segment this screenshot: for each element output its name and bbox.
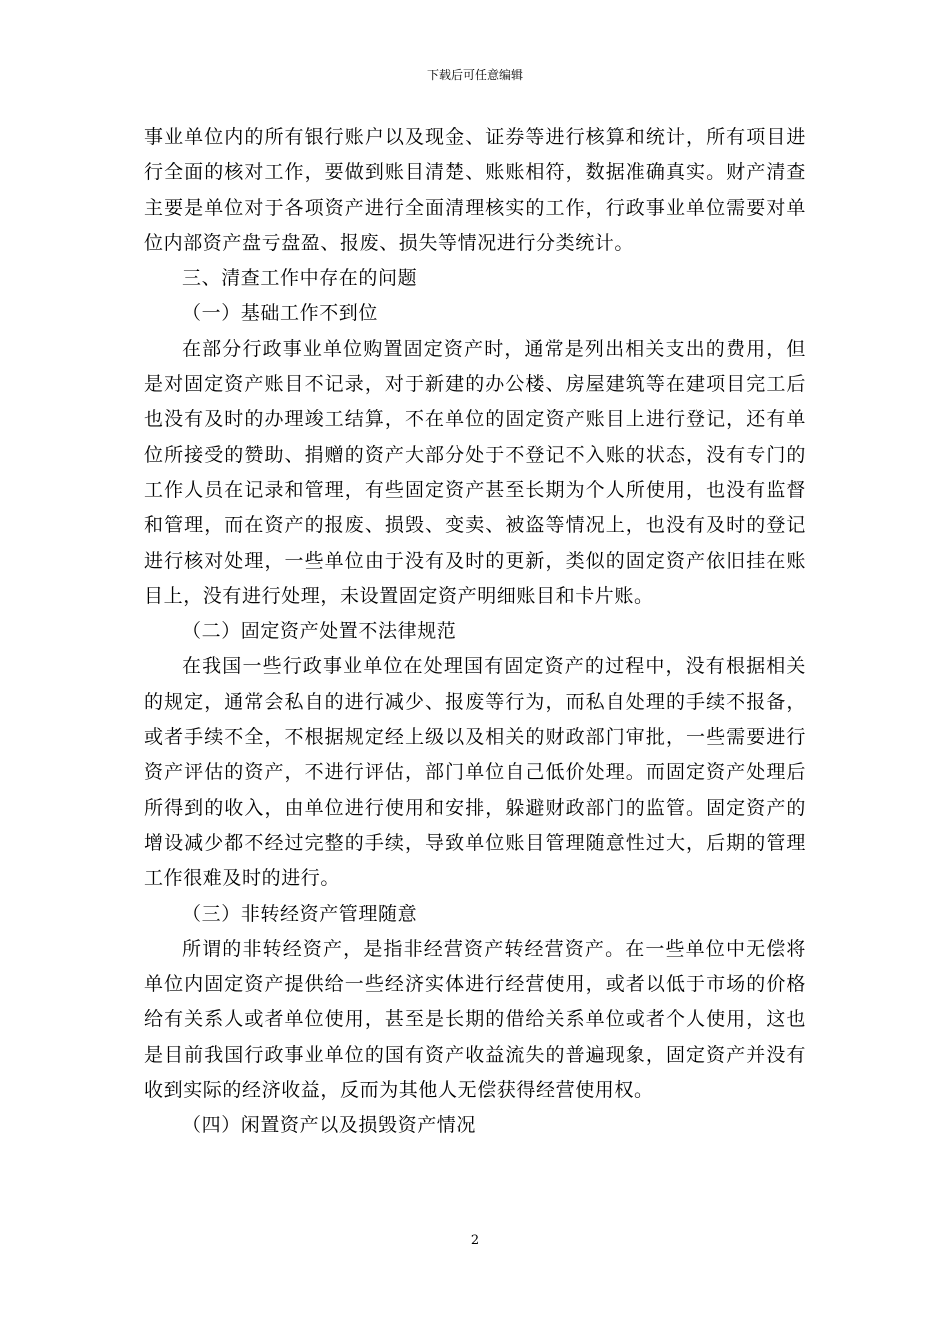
paragraph-basic-work: 在部分行政事业单位购置固定资产时，通常是列出相关支出的费用，但是对固定资产账目不记录，对于新建的办公楼、房屋建筑等在建项目完工后也没有及时的办理竣工结算，不在单位的固定资产账目上进行登记，还有单位所接受的赞助、捐赠的资产大部分处于不登记不入账的状态，没有专门的工作人员在记录和管理，有些固定资产甚至长期为个人所使用，也没有监督和管理，而在资产的报废、损毁、变卖、被盗等情况上，也没有及时的登记进行核对处理，一些单位由于没有及时的更新，类似的固定资产依旧挂在账目上，没有进行处理，未设置固定资产明细账目和卡片账。 [144,337,806,607]
paragraph-continued: 事业单位内的所有银行账户以及现金、证券等进行核算和统计，所有项目进行全面的核对工作，要做到账目清楚、账账相符，数据准确真实。财产清查主要是单位对于各项资产进行全面清理核实的工作，行政事业单位需要对单位内部资产盘亏盘盈、报废、损失等情况进行分类统计。 [144,126,806,254]
subsection-heading-4: （四）闲置资产以及损毁资产情况 [182,1114,477,1137]
paragraph-disposal: 在我国一些行政事业单位在处理国有固定资产的过程中，没有根据相关的规定，通常会私自的进行减少、报废等行为，而私自处理的手续不报备，或者手续不全，不根据规定经上级以及相关的财政部门审批，一些需要进行资产评估的资产，不进行评估，部门单位自己低价处理。而固定资产处理后所得到的收入，由单位进行使用和安排，躲避财政部门的监管。固定资产的增设减少都不经过完整的手续，导致单位账目管理随意性过大，后期的管理工作很难及时的进行。 [144,655,806,890]
subsection-heading-1: （一）基础工作不到位 [182,302,379,325]
subsection-heading-3: （三）非转经资产管理随意 [182,902,418,925]
document-body [144,120,806,1144]
subsection-heading-2: （二）固定资产处置不法律规范 [182,620,457,643]
section-heading-3: 三、清查工作中存在的问题 [182,267,418,290]
paragraph-non-operating-assets: 所谓的非转经资产，是指非经营资产转经营资产。在一些单位中无偿将单位内固定资产提供给一些经济实体进行经营使用，或者以低于市场的价格给有关系人或者单位使用，甚至是长期的借给关系单位或者个人使用，这也是目前我国行政事业单位的国有资产收益流失的普遍现象，固定资产并没有收到实际的经济收益，反而为其他人无偿获得经营使用权。 [144,937,806,1102]
page-number: 2 [470,1233,480,1248]
page-header: 下载后可任意编辑 [426,68,523,82]
